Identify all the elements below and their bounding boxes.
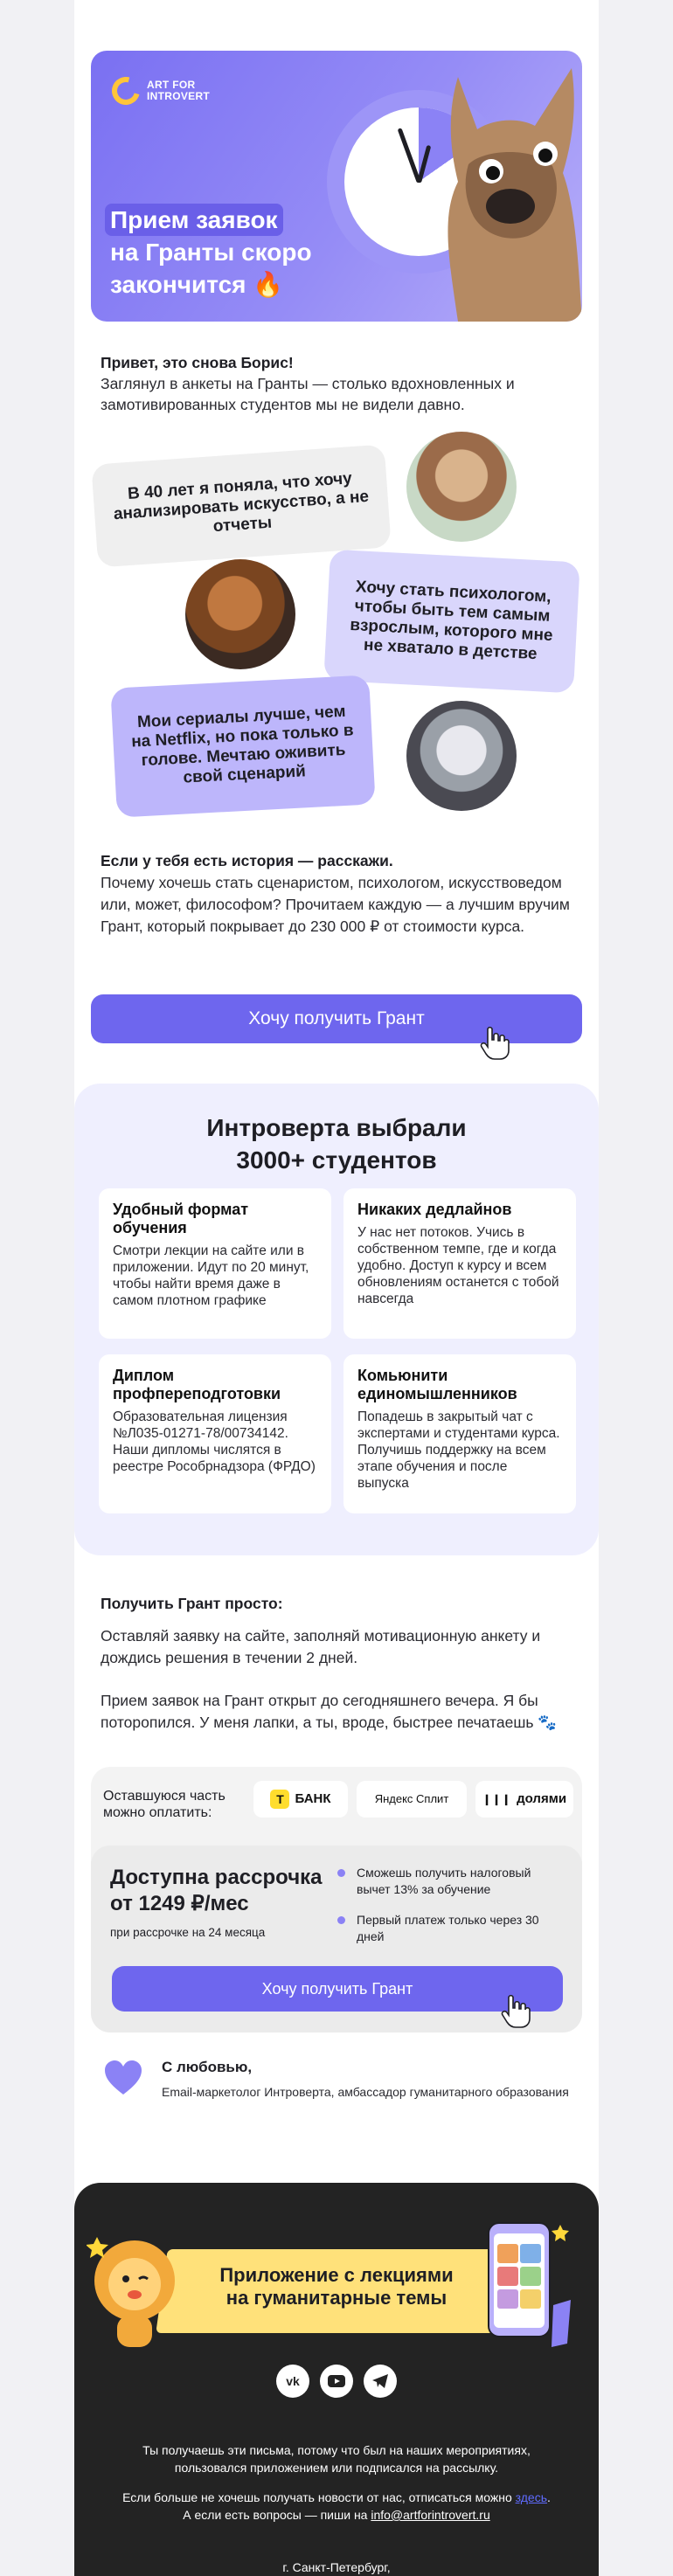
installment-cta-button[interactable]: Хочу получить Грант xyxy=(112,1966,563,2012)
tbank-logo xyxy=(253,1781,348,1818)
provider-name: Яндекс Сплит xyxy=(374,1792,449,1805)
simple-paragraph: Прием заявок на Грант открыт до сегодняшнего вечера. Я бы поторопился. У меня лапки, а ты, вроде, быстрее печатаешь 🐾 xyxy=(101,1692,558,1731)
payment-label: Оставшуюся часть можно оплатить: xyxy=(103,1789,225,1820)
feature-card-text: Образовательная лицензия №Л035-01271-78/00734142. Наши дипломы числятся в реестре Рособрнадзора (ФРДО) xyxy=(113,1409,316,1474)
provider-name: долями xyxy=(517,1791,567,1806)
dolyami-bars-icon: ❙❙❙ xyxy=(482,1793,512,1805)
quote-text: Мои сериалы лучше, чем на Netflix, но пока только в голове. Мечтаю оживить свой сценарий xyxy=(130,702,355,787)
feature-card-text: У нас нет потоков. Учись в собственном темпе, где и когда удобно. Доступ к курсу и всем обновлениям останется с тобой навсегда xyxy=(357,1225,559,1306)
benefit-text: Сможешь получить налоговый вычет 13% за обучение xyxy=(357,1866,531,1896)
quote-bubble xyxy=(323,550,579,694)
quote-bubble xyxy=(91,444,391,567)
footer-contact xyxy=(101,2506,572,2524)
benefit-text: Первый платеж только через 30 дней xyxy=(357,1913,539,1943)
story-text xyxy=(101,850,572,938)
telegram-icon[interactable] xyxy=(364,2365,397,2398)
dolyami-logo xyxy=(475,1781,573,1818)
logo-ring-icon xyxy=(107,72,145,110)
contact-prefix: А если есть вопросы — пиши на xyxy=(183,2508,371,2522)
feature-card xyxy=(343,1188,576,1339)
footer xyxy=(74,2183,599,2576)
hero-title-line: закончится 🔥 xyxy=(110,271,284,298)
installment-subtitle: при рассрочке на 24 месяца xyxy=(110,1926,266,1939)
unsubscribe-prefix: Если больше не хочешь получать новости от нас, отписаться можно xyxy=(122,2490,516,2504)
hero-title xyxy=(110,204,312,301)
simple-paragraph: Оставляй заявку на сайте, заполняй мотивационную анкету и дождись решения в течении 2 дней. xyxy=(101,1627,541,1666)
story-heading: Если у тебя есть история — расскажи. xyxy=(101,852,393,869)
student-avatar xyxy=(406,432,517,542)
intro-paragraph: Заглянул в анкеты на Гранты — столько вдохновленных и замотивированных студентов мы не видели давно. xyxy=(101,375,515,413)
student-avatar xyxy=(185,559,295,669)
feature-card-title: Никаких дедлайнов xyxy=(357,1201,512,1218)
story-paragraph: Почему хочешь стать сценаристом, психологом, искусствоведом или, может, философом? Прочитаем каждую — а лучшим вручим Грант, который покрывает до 230 000 ₽ от стоимости курса. xyxy=(101,874,570,935)
footer-reason: Ты получаешь эти письма, потому что был на наших мероприятиях, пользовался приложением или подписался на рассылку. xyxy=(142,2443,531,2475)
feature-card xyxy=(99,1188,331,1339)
french-bulldog-image xyxy=(423,51,582,322)
tbank-shield-icon: Т xyxy=(270,1790,289,1809)
students-block xyxy=(74,1084,599,1555)
vk-icon[interactable]: vk xyxy=(276,2365,309,2398)
intro-text xyxy=(101,352,572,415)
installment-panel xyxy=(91,1845,582,2032)
hand-cursor-icon xyxy=(479,1026,510,1061)
quote-bubble xyxy=(110,675,375,817)
feature-card-title: Комьюнити единомышленников xyxy=(357,1367,517,1402)
installment-block xyxy=(91,1767,582,2032)
simple-text xyxy=(101,1593,572,1734)
benefit-item xyxy=(337,1912,565,1945)
students-title: Интроверта выбрали 3000+ студентов xyxy=(206,1114,467,1174)
hero-title-line: Прием заявок xyxy=(105,204,283,236)
brand-logo[interactable] xyxy=(112,77,210,105)
benefit-item xyxy=(337,1865,565,1898)
quote-text: Хочу стать психологом, чтобы быть тем самым взрослым, которого мне не хватало в детстве xyxy=(349,578,554,664)
quote-text: В 40 лет я поняла, что хочу анализировать искусство, а не отчеты xyxy=(113,469,370,537)
bullet-dot-icon xyxy=(337,1916,345,1924)
provider-name: БАНК xyxy=(295,1791,331,1806)
app-banner-title: Приложение с лекциями на гуманитарные темы xyxy=(219,2264,454,2309)
heart-icon xyxy=(103,2060,143,2096)
hero-banner[interactable] xyxy=(91,51,582,322)
bullet-dot-icon xyxy=(337,1869,345,1877)
installment-title: Доступна рассрочка от 1249 ₽/мес xyxy=(110,1866,323,1915)
email-link[interactable]: info@artforintrovert.ru xyxy=(371,2508,490,2522)
feature-card-title: Удобный формат обучения xyxy=(113,1201,249,1236)
feature-card xyxy=(99,1354,331,1513)
signature-text: Email-маркетолог Интроверта, амбассадор гуманитарного образования xyxy=(162,2085,569,2099)
student-avatar xyxy=(406,701,517,811)
grant-cta-button[interactable]: Хочу получить Грант xyxy=(91,994,582,1043)
hand-cursor-icon xyxy=(500,1994,531,2029)
phone-app-icon xyxy=(462,2218,576,2349)
feature-card xyxy=(343,1354,576,1513)
feature-card-text: Попадешь в закрытый чат с экспертами и студентами курса. Получишь поддержку на всем этапе обучения и после выпуска xyxy=(357,1409,560,1491)
feature-card-title: Диплом профпереподготовки xyxy=(113,1367,281,1402)
yandex-split-logo xyxy=(357,1781,467,1818)
intro-greeting: Привет, это снова Борис! xyxy=(101,354,294,371)
signature xyxy=(162,2058,581,2100)
footer-unsubscribe: Если больше не хочешь получать новости от нас, отписаться можно здесь. xyxy=(122,2490,551,2504)
feature-card-text: Смотри лекции на сайте или в приложении. Идут по 20 минут, чтобы найти время даже в самом плотном графике xyxy=(113,1243,309,1308)
footer-city: г. Санкт-Петербург, xyxy=(282,2560,391,2574)
signature-heading: С любовью, xyxy=(162,2059,253,2075)
lion-mascot-icon xyxy=(87,2228,183,2351)
unsubscribe-link[interactable]: здесь xyxy=(515,2490,547,2504)
youtube-icon[interactable] xyxy=(320,2365,353,2398)
hero-title-line: на Гранты скоро xyxy=(110,239,312,266)
simple-heading: Получить Грант просто: xyxy=(101,1595,283,1612)
logo-text: ART FOR INTROVERT xyxy=(147,79,211,102)
